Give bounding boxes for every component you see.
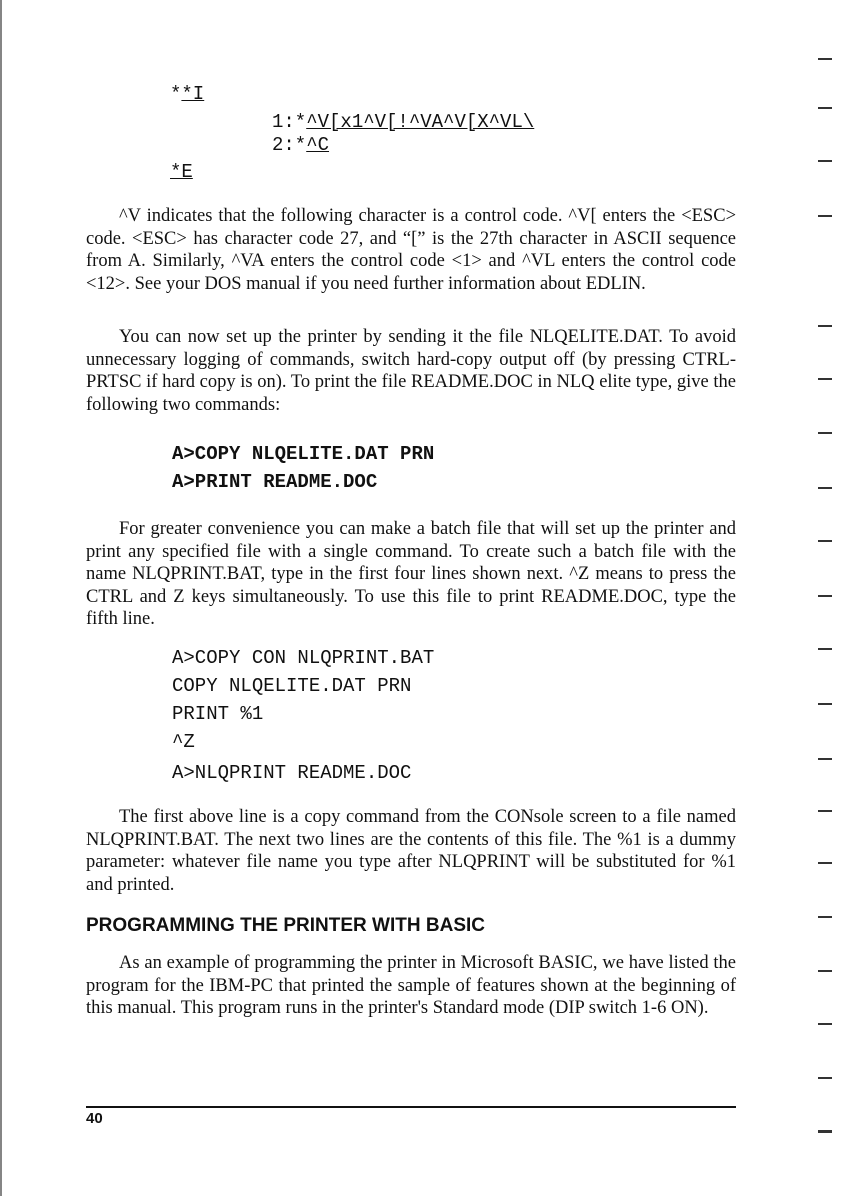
- command-line: A>COPY NLQELITE.DAT PRN: [172, 443, 435, 465]
- margin-mark: [818, 862, 832, 864]
- margin-mark: [818, 1023, 832, 1025]
- margin-mark: [818, 325, 832, 327]
- margin-mark: [818, 107, 832, 109]
- paragraph-batch-explanation: The first above line is a copy command from the CONsole screen to a file named NLQPRINT.BAT. The next two lines are the contents of this file. The %1 is a dummy parameter: whatever file name you type after NLQPRINT will be substituted for %1 and printed.: [86, 807, 736, 895]
- edlin-line-2: [272, 133, 329, 157]
- margin-mark: [818, 648, 832, 650]
- command-line: A>PRINT README.DOC: [172, 471, 378, 493]
- margin-mark: [818, 810, 832, 812]
- margin-mark: [818, 540, 832, 542]
- margin-mark: [818, 758, 832, 760]
- margin-mark: [818, 432, 832, 434]
- paragraph-basic-intro: As an example of programming the printer in Microsoft BASIC, we have listed the program for the IBM-PC that printed the sample of features shown at the beginning of this manual. This program runs in the printer's Standard mode (DIP switch 1-6 ON).: [86, 953, 736, 1018]
- margin-mark: [818, 378, 832, 380]
- command-line: ^Z: [172, 731, 195, 753]
- edlin-end-command: [170, 158, 193, 186]
- footer-rule: [86, 1106, 736, 1108]
- margin-mark: [818, 215, 832, 217]
- command-line: A>COPY CON NLQPRINT.BAT: [172, 647, 435, 669]
- command-line: COPY NLQELITE.DAT PRN: [172, 675, 412, 697]
- margin-mark: [818, 595, 832, 597]
- paragraph-setup-printer: You can now set up the printer by sending it the file NLQELITE.DAT. To avoid unnecessary logging of commands, switch hard-copy output off (by pressing CTRL-PRTSC if hard copy is on). To print the file README.DOC in NLQ elite type, give the following two commands:: [86, 327, 736, 415]
- edlin-line-1: [272, 110, 534, 134]
- margin-mark: [818, 487, 832, 489]
- scan-edge: [0, 0, 2, 1196]
- paragraph-control-codes: ^V indicates that the following character is a control code. ^V[ enters the <ESC> code. <ESC> has character code 27, and “[” is the 27th character in ASCII sequence from A. Similarly, ^VA enters the control code <1> and ^VL enters the control code <12>. See your DOS manual if you need further information about EDLIN.: [86, 206, 736, 294]
- end-cmd: *E: [170, 161, 193, 183]
- line2-code: ^C: [306, 134, 330, 156]
- margin-mark: [818, 970, 832, 972]
- margin-mark: [818, 703, 832, 705]
- insert-cmd: *I: [181, 83, 205, 105]
- paragraph-batch-file: For greater convenience you can make a batch file that will set up the printer and print any specified file with a single command. To create such a batch file with the name NLQPRINT.BAT, type in the first four lines shown next. ^Z means to press the CTRL and Z keys simultaneously. To use this file to print README.DOC, type the fifth line.: [86, 519, 736, 629]
- command-block-2: [172, 644, 434, 787]
- command-line: PRINT %1: [172, 703, 264, 725]
- line1-code: ^V[x1^V[!^VA^V[X^VL\: [306, 111, 535, 133]
- margin-mark: [818, 1130, 832, 1133]
- command-block-1: [172, 440, 434, 496]
- margin-mark: [818, 58, 832, 60]
- margin-mark: [818, 1077, 832, 1079]
- margin-mark: [818, 916, 832, 918]
- command-line: A>NLQPRINT README.DOC: [172, 762, 412, 784]
- edlin-insert-command: **I: [170, 83, 205, 105]
- line1-prefix: 1:*: [272, 111, 307, 133]
- section-heading: PROGRAMMING THE PRINTER WITH BASIC: [86, 915, 485, 936]
- margin-mark: [818, 160, 832, 162]
- line2-prefix: 2:*: [272, 134, 307, 156]
- page-number: 40: [86, 1110, 103, 1127]
